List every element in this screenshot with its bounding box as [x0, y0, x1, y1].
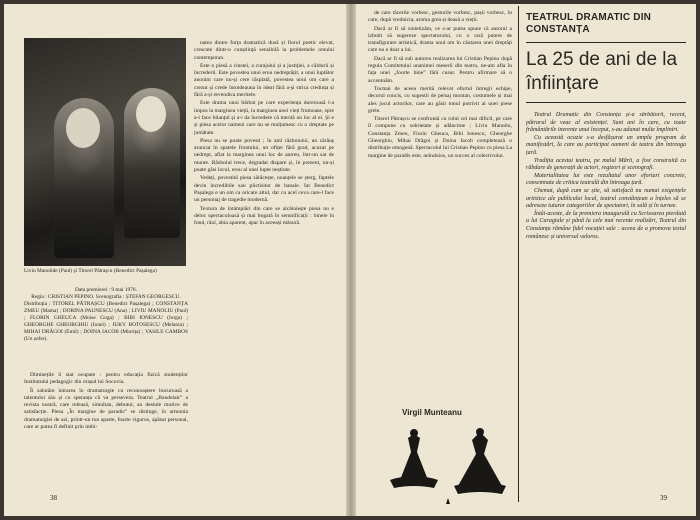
figure-left — [400, 434, 428, 480]
paragraph: Tradiția acestui teatru, pe malul Mării, a fost construită cu răbdare de generații de actori, regizori și scenografi. — [526, 157, 686, 172]
right-page — [354, 4, 696, 516]
paragraph: Chemat, după cum se știe, să satisfacă nu numai exigențele artistice ale publicului local, teatrul constănțean a înțeles să se adreseze tuturor categoriilor de spectatori, în sală și în turnee. — [526, 187, 686, 210]
title-rule — [526, 42, 686, 43]
paragraph: Vedeți, povestită piesa sărăcește, nuanțele se șterg, faptele devin incredibile sau plictisitor de banale. Iar Benedict Pașalega e un om ca oricare altul, dar cu acel ceva care-l face un personaj de tragedie modernă. — [194, 175, 334, 204]
production-photo — [24, 38, 186, 266]
cast-list: Distribuția : TITOREL PĂTRAȘCU (Benedict Pașalega) ; CONSTANȚA ZMEU (Mama) ; DORINA PAUNESCU (Ana) ; LIVIU MANOLIU (Paul) ; FLORIN GHEUCA (Moise Goga) ; BIBI IONESCU (Iorga) ; GHEORGHE GHEORGHIU (Ionel) ; IUKY BOTOSESCU (Melania) ; MIHAI DRĂGOI (Emil) ; DOINA IACOB (Miorița) ; VASILE CAMBOS (Un șofer). — [24, 301, 188, 342]
paragraph: Diminețile îi stat ocupate : pentru educația fizică studenților Institutului pedagogic din orașul lui Socovia. — [24, 372, 188, 386]
paragraph: Dacă ar fi să sintetizăm, ce s-ar putea spune că autorul a izbutit să sugereze spectatorului, cu o rară putere de transfigurare artistică, drama unui om în căutarea unei dreptăți care nu e doar a lui. — [368, 25, 512, 54]
paragraph: Materialitatea lui este rezultatul unor eforturi concrete, consemnate de critica teatrală din întreaga țară. — [526, 172, 686, 187]
actor-face-right — [136, 96, 166, 132]
paragraph: Îi salutăm intrarea în dramaturgie cu recunoaștere bucuroasă a talentului său și cu speranța că va persevera. Teatrul „Baudelair” a revista nostră, care releasă, simultan, debutul, au destule motive de satisfacție. Piesa „În margine de paradis” se distinge, în armonia dramaturgiei de azi, printr-un ton aparte, foarte viguros, apăsat personal, care ar putea fi definit prin imbi- — [24, 387, 188, 431]
paragraph: Dacă ar fi să sub autorea realizarea lui Cristian Pepino după regula Comitetului unanimei meserii din teatru, ne-am afla în fața unei „fourte bine” fără cusur. Pentru afirmare să o accentuăm. — [368, 55, 512, 84]
left-page — [4, 4, 348, 516]
paragraph: Este drama unui bărbat pe care experiența dureroasă l-a impus la marginea vieții, la marginea unei vieți frumoase, spre a-i face bilanțul și a-i da încredere că merită un loc al ei. Și e și piesa acelor oameni care nu se mulțumesc cu o dreptate pe jumătate. — [194, 100, 334, 136]
paragraph: Tocmai de aceea merită relevat efortul întregii echipe, decorul concis, cu sugestii de peisaj montan, costumele și mai ales jocul actorilor, care au găsit tonul potrivit al unei piese grele. — [368, 85, 512, 114]
actor-face-left — [66, 108, 100, 148]
column-c — [368, 10, 512, 380]
section-title: TEATRUL DRAMATIC DIN CONSTANȚA — [526, 12, 652, 35]
page-number-right: 39 — [660, 494, 667, 502]
column-divider — [518, 6, 519, 502]
paragraph: Piesa nu se poate povesti ; în anii războiului, un cărăuș aruncat în spatele frontului, un ofițer fără grad, acuzat pe nedrept, aflat la marginea unui loc de antren, într-un sat de munte. Războiul trece, degradat dispare și, în prezent, nu-și poate găsi locul, erou al unei lupte neștiute. — [194, 137, 334, 174]
paragraph: Titorel Pătrașcu se confruntă cu rolul cel mai dificil, pe care îl compune cu sobrietate și adâncime ; Liviu Manoliu, Constanța Zmeu, Florin Gheuca, Bibi Ionescu, Gheorghe Gheorghiu, Mihai Drăgoi și Doina Iacob completează o distribuție omogenă. Spectacolul lui Cristian Pepino cu piesa La margine de paradis este, neîndoios, un succes al colectivului. — [368, 116, 512, 159]
silhouette-illustration — [384, 428, 514, 508]
column-a-bottom — [24, 372, 188, 498]
paragraph: Cu aceastǎ ocazie s-a desfășurat un amplu program de manifestări, la care au participat oameni de teatru din întreaga țară. — [526, 134, 686, 156]
paragraph: Teatrul Dramatic din Constanța și-a sărbătorit, recent, pătrarul de veac al existenței. Sunt ani în care, cu toate frământările inerente unui început, s-au adunat multe împliniri. — [526, 112, 686, 134]
direction-credit: Regia : CRISTIAN PEPINO. Scenografia : ȘTEFAN GEORGESCU. — [31, 294, 181, 300]
premiere-date: Data premierei : 9 mai 1976. — [75, 287, 137, 293]
magazine-spread — [4, 4, 696, 516]
paragraph: Textura de întâmplări din care se alcătuiește piesa nu e deloc spectaculoasă și mai bogată în semnificații : binele în fond, răul, abia aparent, apar în aceeași măsură. — [194, 205, 334, 227]
article-author: Virgil Munteanu — [402, 408, 462, 417]
paragraph: Întâi-aceste, de la premiera inaugurală cu Scrisoarea pierdută a lui Caragiale și până la cele mai recente realizări, Teatrul din Constanța rămâne fidel vocației sale : aceea de a promova textul românesc și universal valoros. — [526, 210, 686, 240]
photo-caption: Liviu Manolide (Paul) și Titorel Pătrașcu (Benedict Pașalega) — [24, 268, 157, 274]
article-intro — [526, 112, 686, 500]
paragraph: natea dintre forța dramatică dusă și fiorul poetic elevat, crescute dintr-o conștiință sensibilă la problemele omului contemporan. — [194, 40, 334, 61]
paragraph: Este o piesă a cinstei, a curajului și a justiției, a căldurii și încrederii. Este povestea unui erou nedreptățit, a unui luptător anonim care nu-și cere răsplată, povestea unui om care a crezut și crede întotdeauna în ideal fără a-și strica credința și fără a-și revendica meritele. — [194, 62, 334, 99]
page-number-left: 38 — [50, 494, 57, 502]
production-credits — [24, 287, 188, 343]
article-headline: La 25 de ani de la înființare — [526, 49, 678, 94]
paragraph: de care tăcerile vorbesc, gesturile vorbesc, pașii vorbesc, în care, după vrednicia, aroma grea și deasă a vieții. — [368, 10, 512, 24]
headline-rule — [526, 102, 686, 103]
column-b — [194, 40, 334, 500]
figure-right — [458, 432, 502, 486]
